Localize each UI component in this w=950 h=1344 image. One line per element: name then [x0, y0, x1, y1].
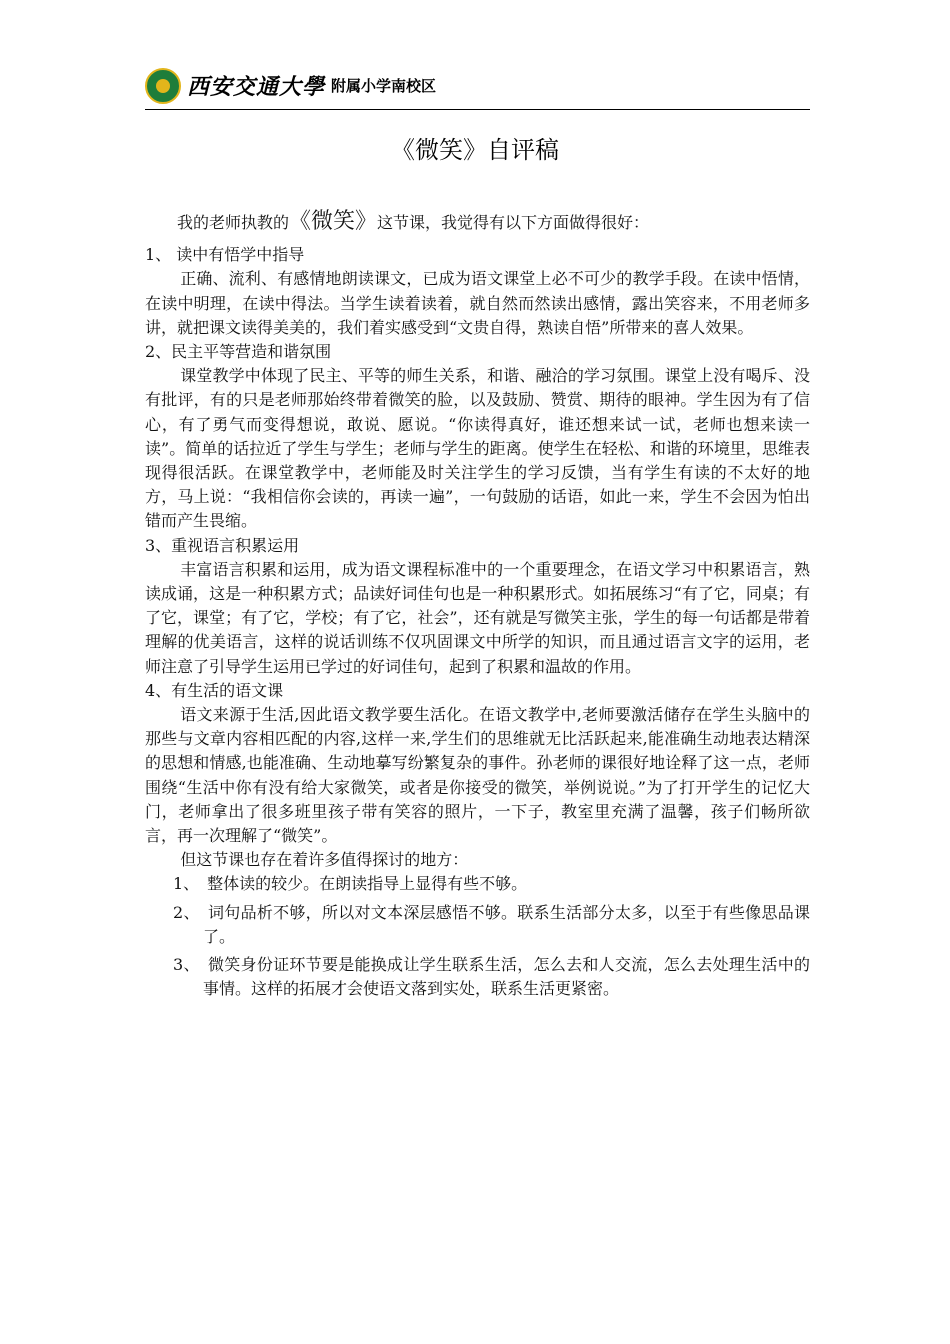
shortcoming-item: 1、 整体读的较少。在朗读指导上显得有些不够。 [173, 874, 528, 894]
shortcomings-intro: 但这节课也存在着许多值得探讨的地方： [180, 850, 469, 870]
campus-name: 附属小学南校区 [331, 77, 437, 95]
shortcomings-list [145, 872, 810, 1001]
intro-paragraph [145, 210, 810, 235]
section-3-heading: 3、重视语言积累运用 [145, 535, 300, 555]
intro-before: 我的老师执教的 [177, 213, 290, 232]
section-2-body: 课堂教学中体现了民主、平等的师生关系，和谐、融洽的学习氛围。课堂上没有喝斥、没有批评，有的只是老师那始终带着微笑的脸，以及鼓励、赞赏、期待的眼神。学生因为有了信心，有了勇气而变得想说，敢说、愿说。“你读得真好，谁还想来试一试，老师也想来读一读”。简单的话拉近了学生与学生；老师与学生的距离。使学生在轻松、和谐的环境里，思维表现得很活跃。在课堂教学中，老师能及时关注学生的学习反馈，当有学生有读的不太好的地方，马上说：“我相信你会读的，再读一遍”，一句鼓励的话语，如此一来，学生不会因为怕出错而产生畏缩。 [145, 366, 810, 531]
document-body [145, 210, 810, 1006]
document-title: 《微笑》自评稿 [391, 136, 559, 164]
shortcoming-item: 2、 词句品析不够，所以对文本深层感悟不够。联系生活部分太多，以至于有些像思品课了。 [173, 902, 810, 946]
intro-emphasis: 《微笑》 [289, 209, 378, 234]
section-4-heading: 4、有生活的语文课 [145, 680, 284, 700]
page-header [145, 62, 810, 110]
section-4-body: 语文来源于生活,因此语文教学要生活化。在语文教学中,老师要激活储存在学生头脑中的那些与文章内容相匹配的内容,这样一来,学生们的思维就无比活跃起来,能准确生动地表达精深的思想和情感,也能准确、生动地摹写纷繁复杂的事件。孙老师的课很好地诠释了这一点，老师围绕“生活中你有没有给大家微笑，或者是你接受的微笑，举例说说。”为了打开学生的记忆大门，老师拿出了很多班里孩子带有笑容的照片，一下子，教室里充满了温馨，孩子们畅所欲言，再一次理解了“微笑”。 [145, 705, 810, 846]
intro-after: 这节课，我觉得有以下方面做得很好： [377, 213, 650, 232]
school-seal-icon [145, 68, 181, 104]
section-3-body: 丰富语言积累和运用，成为语文课程标准中的一个重要理念，在语文学习中积累语言，熟读成诵，这是一种积累方式；品读好词佳句也是一种积累形式。如拓展练习“有了它，同桌；有了它，课堂；有了它，学校；有了它，社会”，还有就是写微笑主张，学生的每一句话都是带着理解的优美语言，这样的说话训练不仅巩固课文中所学的知识，而且通过语言文字的运用，老师注意了引导学生运用已学过的好词佳句，起到了积累和温故的作用。 [145, 559, 810, 676]
section-1-heading: 1、 读中有悟学中指导 [145, 245, 305, 265]
section-1-body: 正确、流利、有感情地朗读课文，已成为语文课堂上必不可少的教学手段。在读中悟情，在读中明理，在读中得法。当学生读着读着，就自然而然读出感情，露出笑容来，不用老师多讲，就把课文读得美美的，我们着实感受到“文贵自得，熟读自悟”所带来的喜人效果。 [145, 269, 810, 337]
section-2-heading: 2、民主平等营造和谐氛围 [145, 342, 332, 362]
shortcoming-item: 3、 微笑身份证环节要是能换成让学生联系生活，怎么去和人交流，怎么去处理生活中的事情。这样的拓展才会使语文落到实处，联系生活更紧密。 [173, 955, 810, 999]
school-name: 西安交通大學 [187, 75, 326, 100]
